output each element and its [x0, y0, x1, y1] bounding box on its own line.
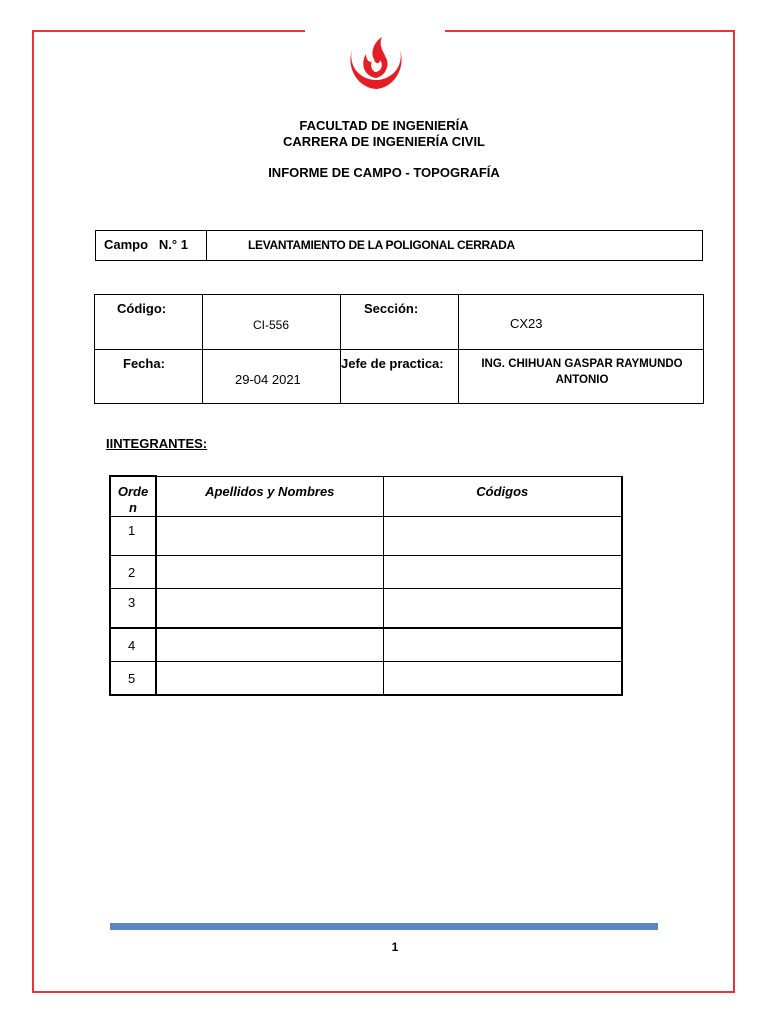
members-title: IINTEGRANTES: [106, 436, 208, 451]
row-codigo-cell[interactable] [383, 517, 622, 556]
header-nombres: Apellidos y Nombres [156, 476, 383, 517]
table-row [110, 628, 622, 662]
jefe-value-line2: ANTONIO [555, 374, 609, 386]
codigo-label: Código: [117, 301, 167, 316]
row-codigo-cell[interactable] [383, 556, 622, 589]
row-nombre-cell[interactable] [156, 628, 383, 662]
table-row [110, 517, 622, 556]
row-codigo-cell[interactable] [383, 628, 622, 662]
row-nombre-cell[interactable] [156, 556, 383, 589]
faculty-title: FACULTAD DE INGENIERÍA [299, 118, 469, 133]
campo-title: LEVANTAMIENTO DE LA POLIGONAL CERRADA [248, 238, 515, 252]
row-orden: 2 [110, 556, 156, 589]
row-nombre-cell[interactable] [156, 517, 383, 556]
row-orden: 3 [110, 589, 156, 629]
row-orden: 1 [110, 517, 156, 556]
seccion-value: CX23 [510, 316, 543, 331]
page-number: 1 [391, 940, 399, 954]
info-box [94, 294, 704, 404]
campo-divider [206, 231, 207, 260]
jefe-label: Jefe de practica: [341, 356, 444, 371]
table-row [110, 589, 622, 629]
members-header-row [110, 476, 622, 517]
row-nombre-cell[interactable] [156, 589, 383, 629]
row-orden: 5 [110, 662, 156, 696]
codigo-value: CI-556 [253, 318, 290, 332]
seccion-label: Sección: [364, 301, 419, 316]
university-flame-logo [344, 34, 408, 92]
info-row-divider [95, 349, 703, 350]
members-table [109, 475, 623, 696]
footer-bar [110, 923, 658, 930]
jefe-value [459, 356, 705, 388]
career-title: CARRERA DE INGENIERÍA CIVIL [283, 134, 485, 149]
row-nombre-cell[interactable] [156, 662, 383, 696]
border-gap [305, 26, 445, 34]
table-row [110, 556, 622, 589]
row-orden: 4 [110, 628, 156, 662]
row-codigo-cell[interactable] [383, 662, 622, 696]
jefe-value-line1: ING. CHIHUAN GASPAR RAYMUNDO [481, 358, 683, 370]
report-title: INFORME DE CAMPO - TOPOGRAFÍA [268, 165, 500, 180]
header-codigos: Códigos [383, 476, 622, 517]
fecha-label: Fecha: [123, 356, 165, 371]
fecha-value: 29-04 2021 [235, 372, 301, 387]
row-codigo-cell[interactable] [383, 589, 622, 629]
campo-label: Campo N.° 1 [104, 237, 188, 252]
table-row [110, 662, 622, 696]
campo-box [95, 230, 703, 261]
header-orden: Orde n [110, 476, 156, 517]
